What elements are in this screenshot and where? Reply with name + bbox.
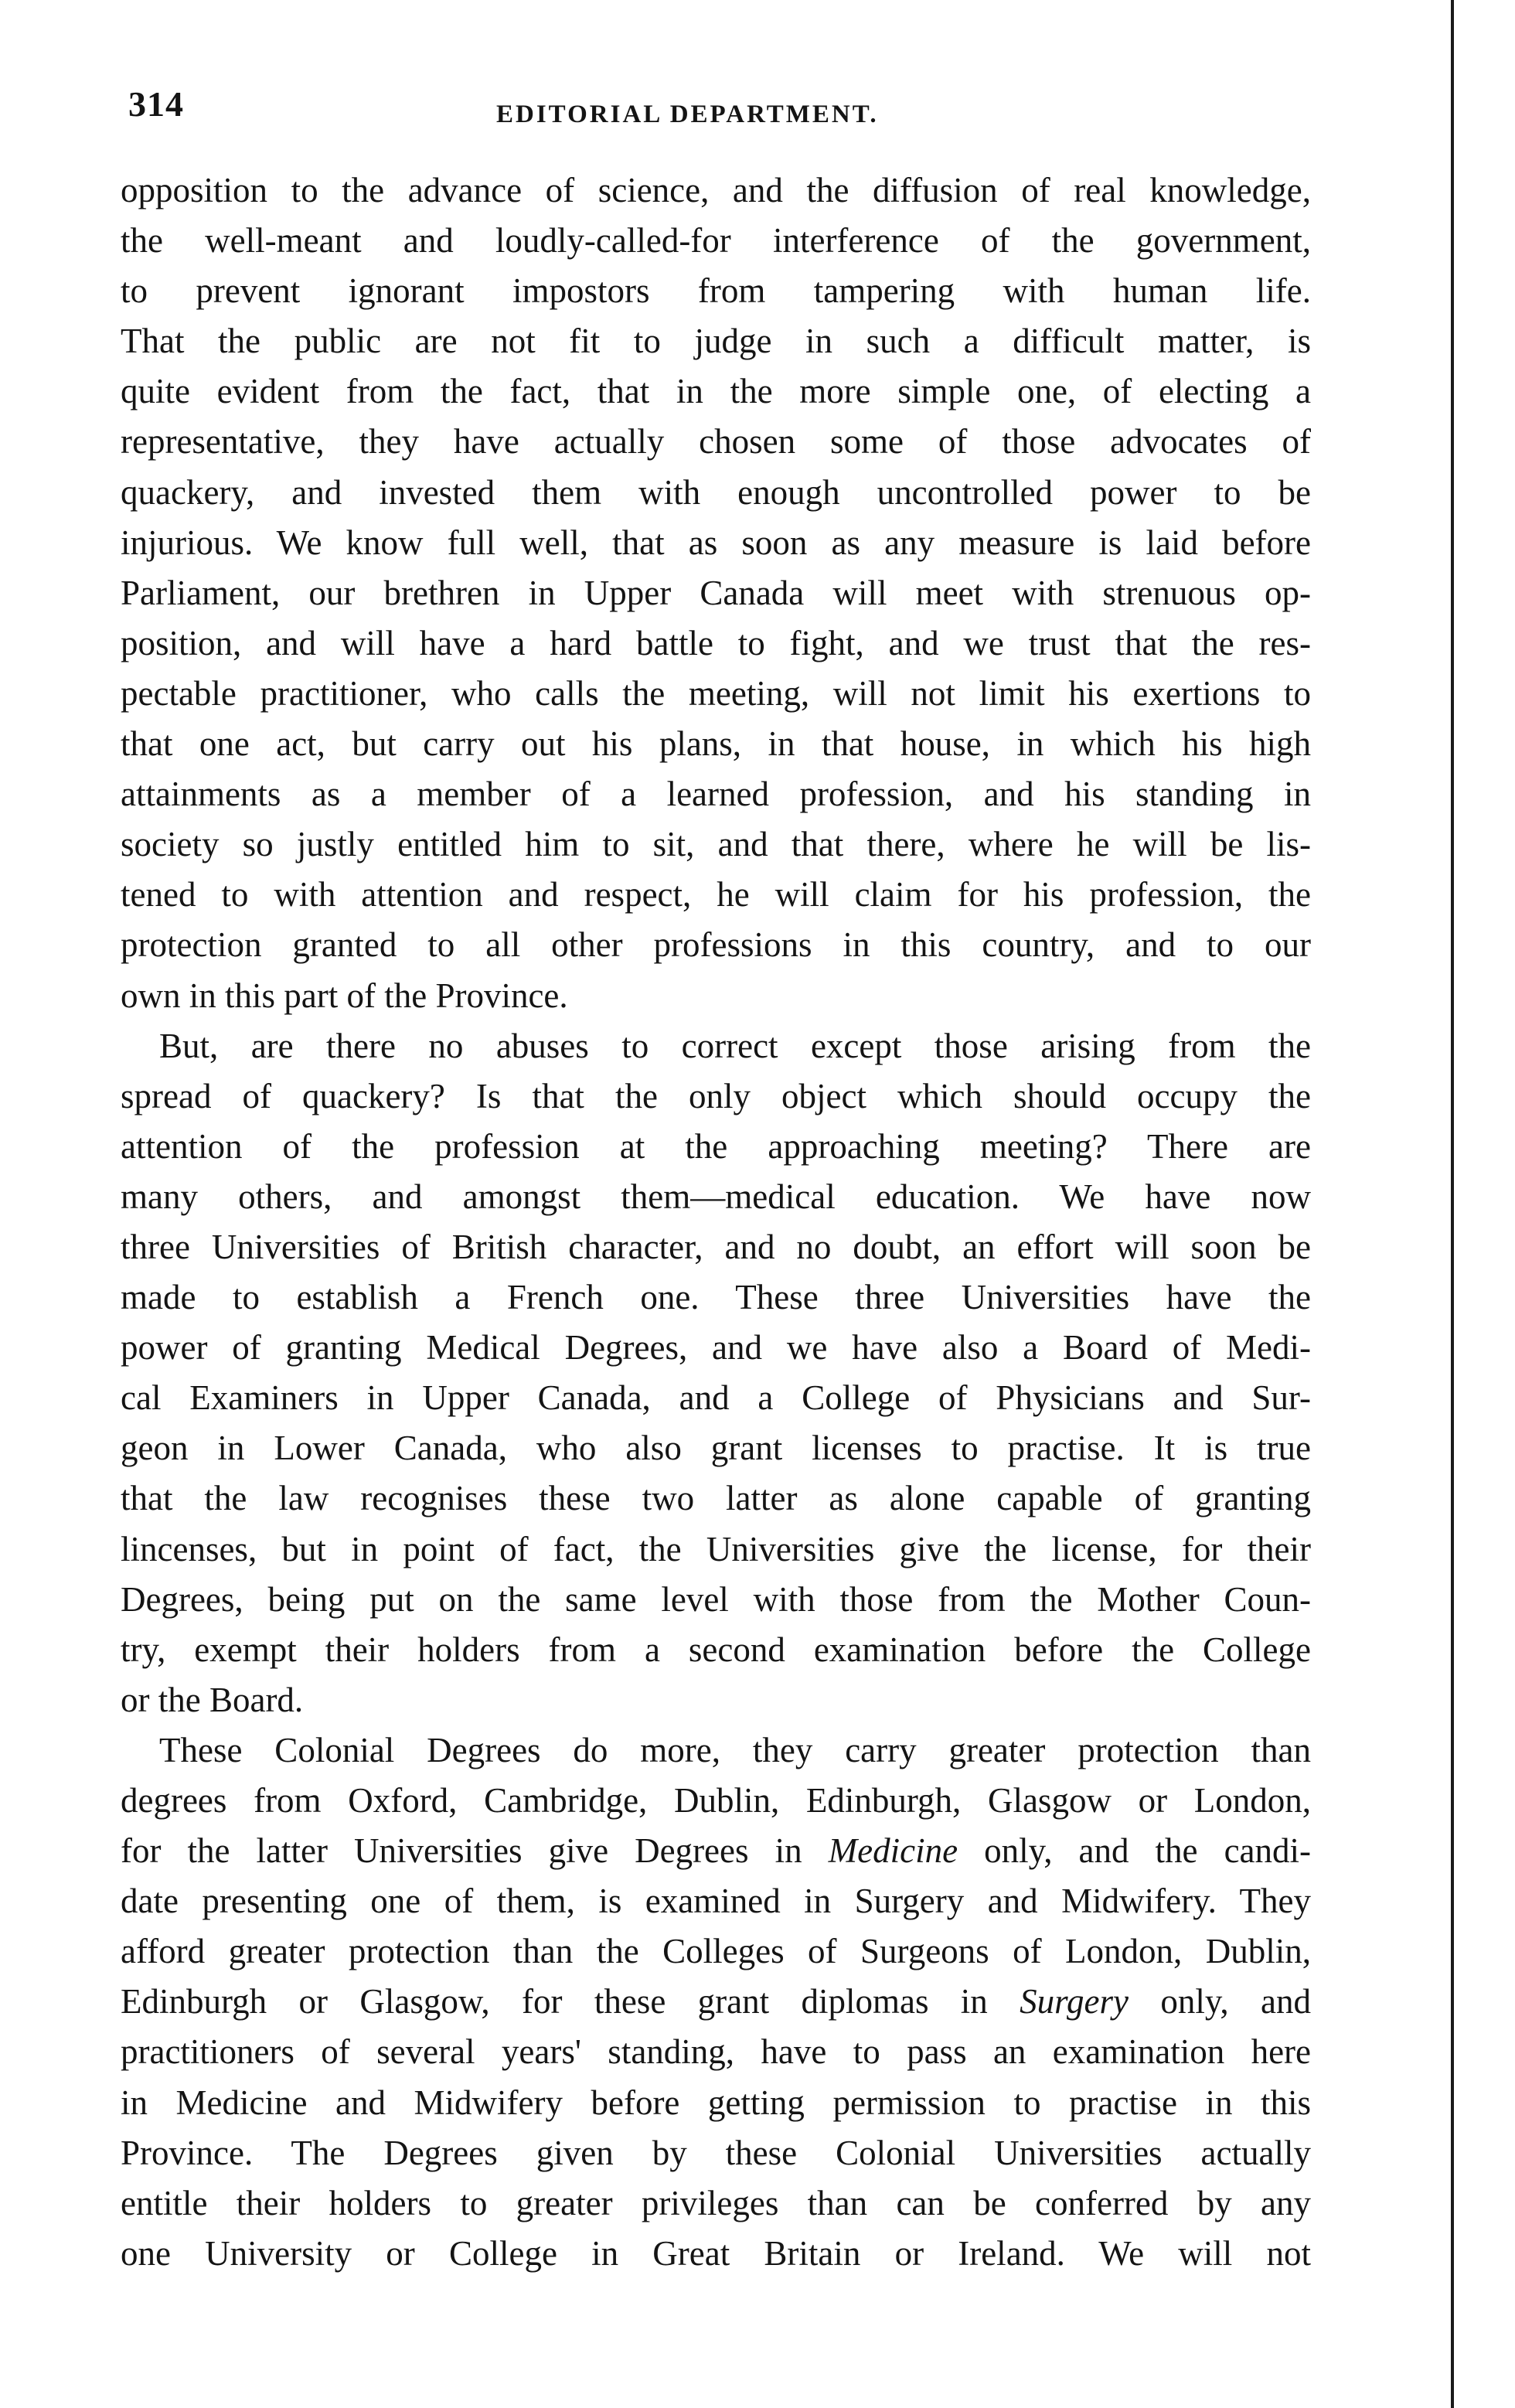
text-line: cal Examiners in Upper Canada, and a College of Physicians and Sur- bbox=[121, 1378, 1311, 1418]
text-line: entitle their holders to greater privileges than can be conferred by any bbox=[121, 2183, 1311, 2222]
text-line: society so justly entitled him to sit, and that there, where he will be lis- bbox=[121, 825, 1311, 864]
text-line: quite evident from the fact, that in the more simple one, of electing a bbox=[121, 372, 1311, 411]
text-line: opposition to the advance of science, and the diffusion of real knowledge, bbox=[121, 171, 1311, 209]
page-edge-rule bbox=[1451, 0, 1454, 2408]
text-line: own in this part of the Province. bbox=[121, 976, 568, 1015]
text-line: practitioners of several years' standing, have to pass an examination here bbox=[121, 2032, 1311, 2072]
running-head: EDITORIAL DEPARTMENT. bbox=[496, 100, 879, 128]
text-line: Edinburgh or Glasgow, for these grant diplomas in Surgery only, and bbox=[121, 1982, 1311, 2021]
text-line: tened to with attention and respect, he will claim for his profession, the bbox=[121, 875, 1311, 914]
text-line: These Colonial Degrees do more, they carry greater protection than bbox=[159, 1730, 1311, 1769]
text-line: many others, and amongst them—medical education. We have now bbox=[121, 1177, 1311, 1216]
text-line: Parliament, our brethren in Upper Canada will meet with strenuous op- bbox=[121, 573, 1311, 612]
text-line: afford greater protection than the Colleges of Surgeons of London, Dublin, bbox=[121, 1932, 1311, 1971]
text-line: quackery, and invested them with enough uncontrolled power to be bbox=[121, 472, 1311, 512]
page-number: 314 bbox=[128, 84, 184, 124]
text-line: position, and will have a hard battle to fight, and we trust that the res- bbox=[121, 623, 1311, 662]
text-line: But, are there no abuses to correct except those arising from the bbox=[159, 1026, 1311, 1065]
text-line: representative, they have actually chosen some of those advocates of bbox=[121, 422, 1311, 462]
paragraph bbox=[121, 165, 1311, 1021]
text-line: made to establish a French one. These three Universities have the bbox=[121, 1278, 1311, 1317]
text-line: power of granting Medical Degrees, and we have also a Board of Medi- bbox=[121, 1328, 1311, 1367]
text-line: attainments as a member of a learned profession, and his standing in bbox=[121, 775, 1311, 814]
text-line: or the Board. bbox=[121, 1680, 304, 1719]
text-line: try, exempt their holders from a second examination before the College bbox=[121, 1630, 1311, 1669]
text-line: pectable practitioner, who calls the meeting, will not limit his exertions to bbox=[121, 673, 1311, 713]
text-line: the well-meant and loudly-called-for interference of the government, bbox=[121, 221, 1311, 261]
page-header bbox=[0, 83, 1515, 138]
text-line: date presenting one of them, is examined in Surgery and Midwifery. They bbox=[121, 1882, 1311, 1921]
text-line: for the latter Universities give Degrees in Medicine only, and the candi- bbox=[121, 1831, 1311, 1871]
text-line: injurious. We know full well, that as soon as any measure is laid before bbox=[121, 523, 1311, 562]
text-line: to prevent ignorant impostors from tampering with human life. bbox=[121, 271, 1311, 311]
body-text bbox=[121, 165, 1311, 2279]
text-line: that one act, but carry out his plans, in that house, in which his high bbox=[121, 724, 1311, 764]
text-line: in Medicine and Midwifery before getting permission to practise in this bbox=[121, 2083, 1311, 2122]
paragraph bbox=[121, 1725, 1311, 2279]
text-line: degrees from Oxford, Cambridge, Dublin, Edinburgh, Glasgow or London, bbox=[121, 1781, 1311, 1820]
text-line: That the public are not fit to judge in such a difficult matter, is bbox=[121, 322, 1311, 361]
text-line: Province. The Degrees given by these Colonial Universities actually bbox=[121, 2133, 1311, 2172]
text-line: attention of the profession at the approaching meeting? There are bbox=[121, 1126, 1311, 1166]
text-line: geon in Lower Canada, who also grant licenses to practise. It is true bbox=[121, 1429, 1311, 1468]
text-line: one University or College in Great Britain or Ireland. We will not bbox=[121, 2233, 1311, 2273]
text-line: that the law recognises these two latter as alone capable of granting bbox=[121, 1479, 1311, 1518]
text-line: lincenses, but in point of fact, the Universities give the license, for their bbox=[121, 1529, 1311, 1568]
text-line: spread of quackery? Is that the only object which should occupy the bbox=[121, 1076, 1311, 1115]
text-line: protection granted to all other professions in this country, and to our bbox=[121, 925, 1311, 965]
paragraph bbox=[121, 1021, 1311, 1725]
text-line: Degrees, being put on the same level with those from the Mother Coun- bbox=[121, 1579, 1311, 1619]
text-line: three Universities of British character, and no doubt, an effort will soon be bbox=[121, 1227, 1311, 1266]
